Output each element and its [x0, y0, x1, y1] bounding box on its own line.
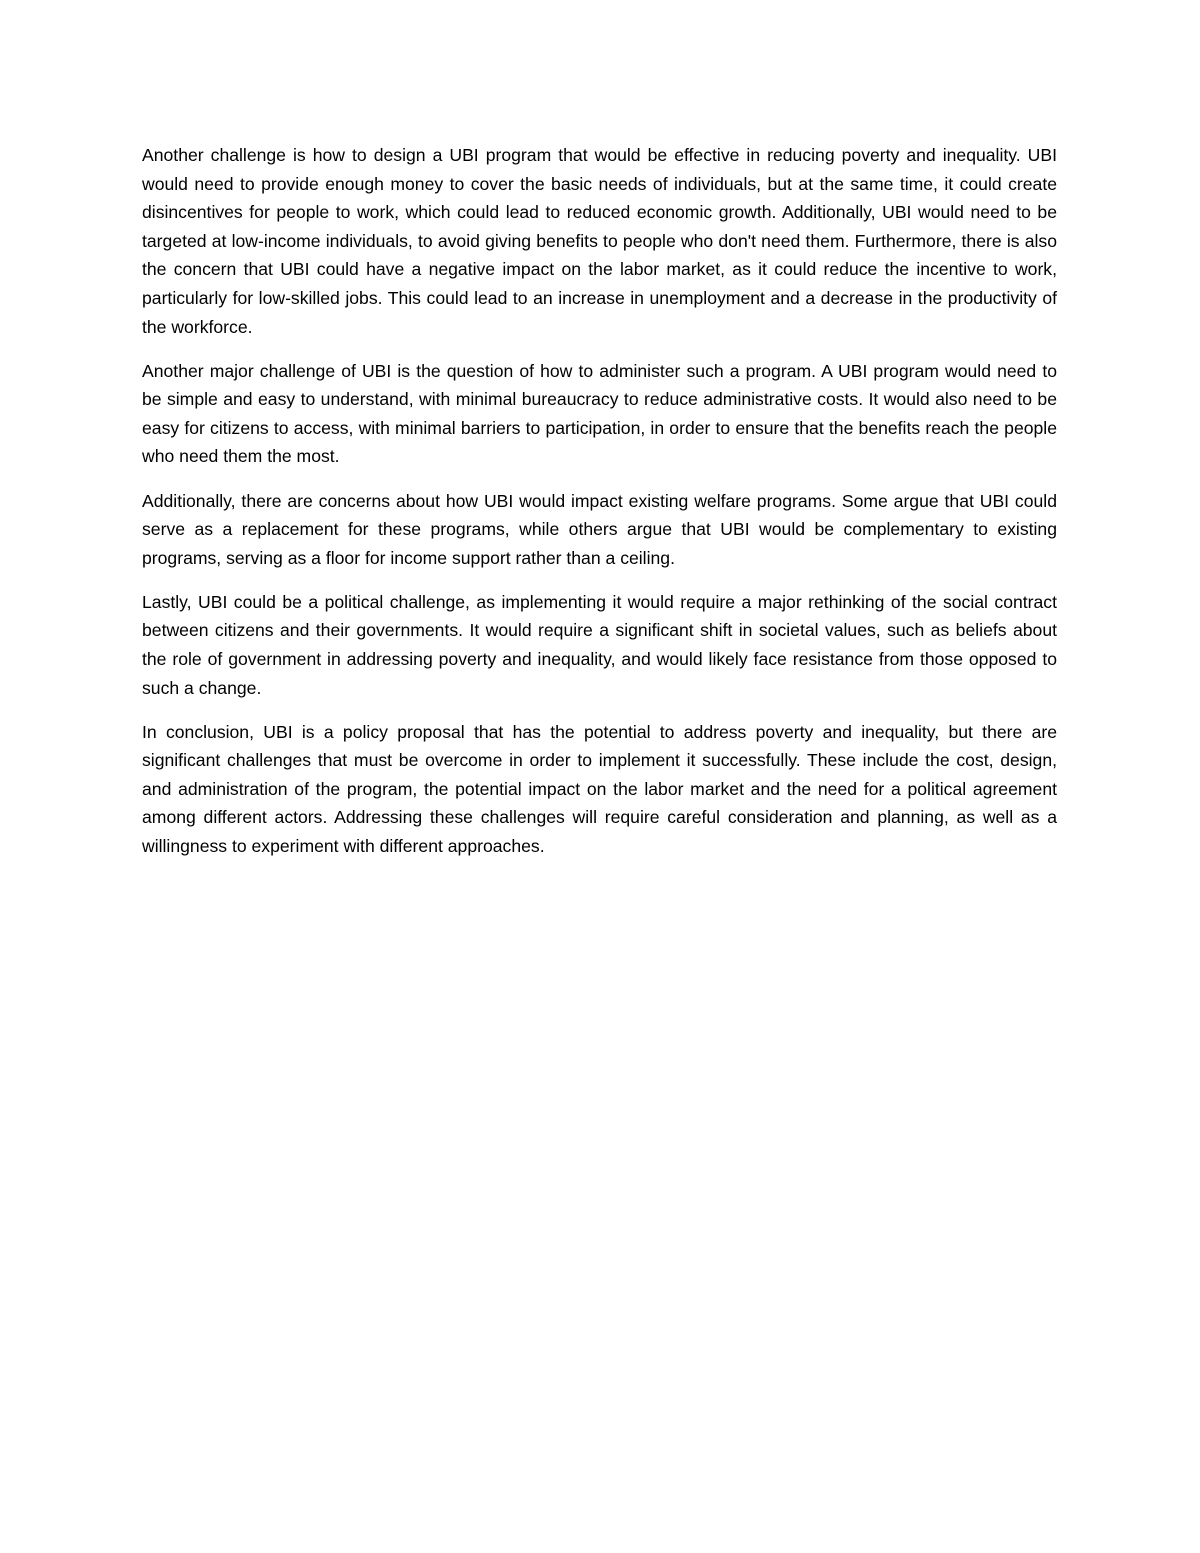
paragraph-design-challenge: Another challenge is how to design a UBI program that would be effective in reducing poverty and inequality. UBI would need to provide enough money to cover the basic needs of individuals, but at the same time, it could create disincentives for people to work, which could lead to reduced economic growth. Additionally, UBI would need to be targeted at low-income individuals, to avoid giving benefits to people who don't need them. Furthermore, there is also the concern that UBI could have a negative impact on the labor market, as it could reduce the incentive to work, particularly for low-skilled jobs. This could lead to an increase in unemployment and a decrease in the productivity of the workforce. [142, 145, 1057, 337]
paragraph-political-challenge: Lastly, UBI could be a political challenge, as implementing it would require a major rethinking of the social contract between citizens and their governments. It would require a significant shift in societal values, such as beliefs about the role of government in addressing poverty and inequality, and would likely face resistance from those opposed to such a change. [142, 591, 1057, 698]
paragraph-administration-challenge: Another major challenge of UBI is the question of how to administer such a program. A UBI program would need to be simple and easy to understand, with minimal bureaucracy to reduce administrative costs. It would also need to be easy for citizens to access, with minimal barriers to participation, in order to ensure that the benefits reach the people who need them the most. [142, 360, 1057, 467]
paragraph-conclusion: In conclusion, UBI is a policy proposal that has the potential to address poverty and inequality, but there are significant challenges that must be overcome in order to implement it successfully. These include the cost, design, and administration of the program, the potential impact on the labor market and the need for a political agreement among different actors. Addressing these challenges will require careful consideration and planning, as well as a willingness to experiment with different approaches. [142, 721, 1057, 857]
document-body [142, 141, 1057, 876]
paragraph-welfare-programs: Additionally, there are concerns about how UBI would impact existing welfare programs. Some argue that UBI could serve as a replacement for these programs, while others argue that UBI would be complementary to existing programs, serving as a floor for income support rather than a ceiling. [142, 490, 1057, 568]
